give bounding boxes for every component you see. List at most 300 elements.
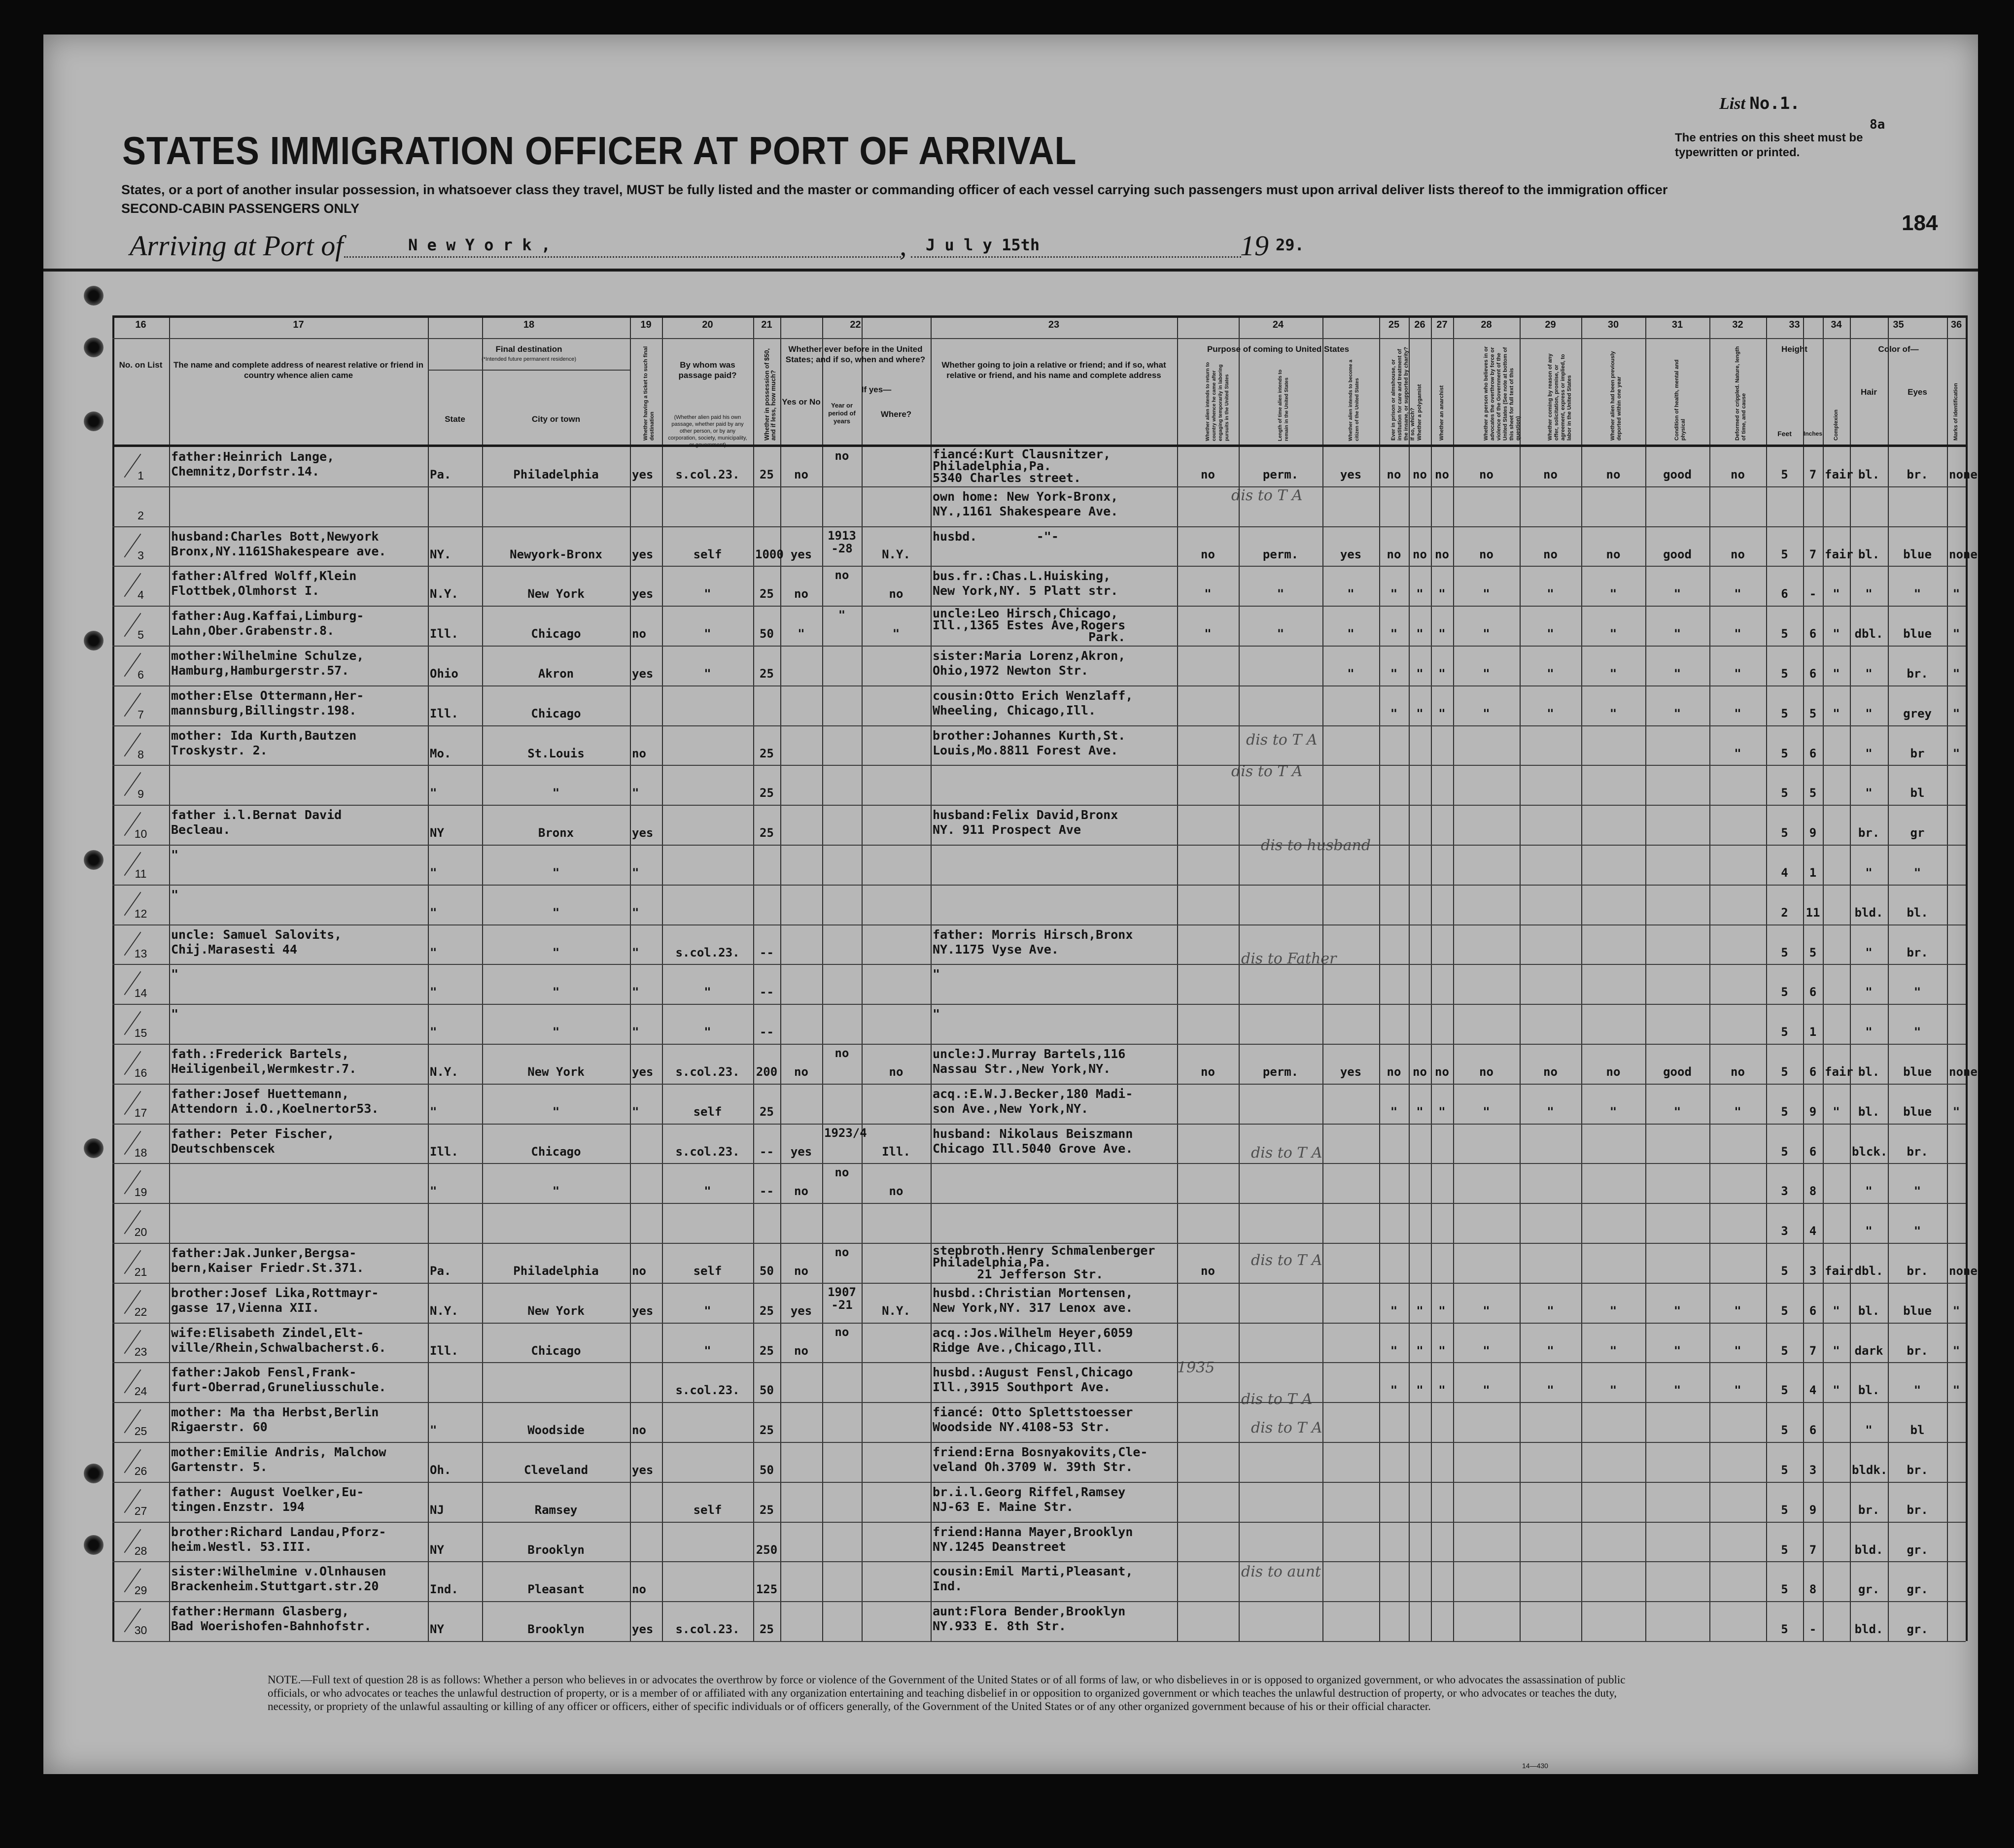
cell-join: "	[933, 967, 940, 982]
row-rule	[112, 1084, 1966, 1085]
cell-ft: 6	[1781, 587, 1788, 601]
cell-q27: "	[1438, 1383, 1446, 1398]
cell-rel: father:Josef Huettemann, Attendorn i.O.,Koelnertor53.	[171, 1086, 379, 1116]
cell-money: 25	[760, 1343, 774, 1358]
cell-money: 25	[760, 1503, 774, 1517]
column-subheader: (Whether alien paid his own passage, whether paid by any other person, or by any corporation, society, municipality, or government)	[668, 414, 747, 448]
cell-q25: no	[1387, 1065, 1401, 1079]
cell-comp: "	[1833, 706, 1840, 720]
row-rule	[112, 1561, 1966, 1562]
cell-q28: "	[1483, 1343, 1490, 1358]
cell-join: uncle:J.Murray Bartels,116 Nassau Str.,New York,NY.	[933, 1047, 1126, 1076]
cell-hair: "	[1865, 1423, 1873, 1437]
cell-no: 19	[134, 1186, 147, 1199]
row-rule	[112, 1482, 1966, 1483]
cell-inch: 6	[1809, 667, 1817, 681]
row-rule	[112, 1601, 1966, 1602]
row-rule	[112, 1402, 1966, 1403]
cell-ft: 5	[1781, 667, 1788, 681]
column-subheader: Whether alien intends to return to country whence he came after engaging temporarily in laboring pursuits in the United States	[1205, 362, 1230, 441]
cell-money: 50	[760, 627, 774, 641]
cell-yn: yes	[790, 547, 812, 561]
cell-inch: 9	[1809, 826, 1817, 840]
cell-inch: 6	[1809, 1423, 1817, 1437]
typed-instruction: The entries on this sheet must be typewritten or printed.	[1675, 131, 1863, 159]
column-rule	[1966, 315, 1968, 1641]
row-rule	[112, 1044, 1966, 1045]
cell-paid: "	[704, 587, 711, 601]
list-number-label: List No.1.	[1719, 94, 1800, 113]
cell-paid: s.col.23.	[675, 1622, 740, 1637]
cell-q25: no	[1387, 547, 1401, 561]
cell-marks: none	[1949, 468, 1978, 481]
cell-rel: mother: Ida Kurth,Bautzen Troskystr. 2.	[171, 728, 357, 757]
cell-ticket: no	[632, 1264, 646, 1278]
cell-no: 24	[134, 1385, 147, 1398]
cell-join: brother:Johannes Kurth,St. Louis,Mo.8811 Forest Ave.	[933, 728, 1126, 757]
cell-money: 250	[756, 1542, 778, 1557]
cell-join: cousin:Otto Erich Wenzlaff, Wheeling, Chicago,Ill.	[933, 688, 1133, 718]
cell-def: "	[1734, 627, 1741, 641]
cell-ft: 5	[1781, 547, 1788, 561]
cell-city: Akron	[538, 667, 574, 681]
handwritten-note: dis to T A	[1246, 731, 1318, 749]
cell-hair: dark	[1854, 1343, 1883, 1358]
cell-health: "	[1673, 706, 1681, 720]
cell-ft: 3	[1781, 1184, 1788, 1198]
cell-paid: s.col.23.	[675, 1065, 740, 1079]
cell-hair: "	[1865, 1025, 1873, 1039]
cell-ticket: yes	[632, 1463, 654, 1477]
cell-comp: fair	[1825, 468, 1853, 481]
cell-q27: "	[1438, 627, 1446, 641]
cell-money: --	[760, 1184, 774, 1198]
row-rule	[112, 924, 1966, 925]
cell-state: Pa.	[430, 1264, 451, 1278]
column-number: 35	[1893, 319, 1904, 330]
handwritten-note: dis to T A	[1251, 1144, 1322, 1162]
cell-ticket: "	[632, 786, 639, 800]
column-header: Whether an anarchist	[1438, 385, 1445, 441]
column-header: No. on List	[119, 360, 163, 370]
cell-no: 4	[138, 588, 144, 602]
cell-q29: no	[1543, 468, 1558, 481]
cell-no: 29	[134, 1584, 147, 1597]
row-rule	[112, 566, 1966, 567]
cell-city: "	[552, 985, 560, 999]
row-rule	[112, 1163, 1966, 1164]
cell-yr: no	[834, 1165, 849, 1180]
cell-q29: "	[1547, 627, 1554, 641]
cell-health: "	[1673, 667, 1681, 681]
cell-hair: bldk.	[1852, 1463, 1888, 1477]
cell-inch: 7	[1809, 468, 1817, 481]
column-number: 16	[135, 319, 146, 330]
cell-join: uncle:Leo Hirsch,Chicago, Ill.,1365 Estes Ave,Rogers Park.	[933, 606, 1126, 645]
cell-p2: perm.	[1262, 547, 1299, 561]
cell-def: "	[1734, 1383, 1741, 1398]
row-rule	[112, 725, 1966, 726]
cell-inch: 8	[1809, 1184, 1817, 1198]
cell-p2: perm.	[1262, 468, 1299, 481]
cell-p1: no	[1201, 1264, 1215, 1278]
cell-hair: "	[1865, 1224, 1873, 1238]
cell-comp: "	[1833, 587, 1840, 601]
cell-q29: "	[1547, 1383, 1554, 1398]
cell-ft: 2	[1781, 905, 1788, 920]
cell-q29: "	[1547, 667, 1554, 681]
cell-ft: 5	[1781, 706, 1788, 720]
column-subheader: Eyes	[1908, 387, 1927, 397]
cell-where: N.Y.	[882, 547, 910, 561]
cell-state: Ind.	[430, 1582, 458, 1597]
cell-ft: 5	[1781, 1622, 1788, 1637]
cell-ticket: yes	[632, 468, 654, 481]
column-header: Marks of identification	[1953, 383, 1959, 441]
cell-hair: "	[1865, 786, 1873, 800]
cell-inch: 8	[1809, 1582, 1817, 1597]
cell-p1: no	[1201, 547, 1215, 561]
cell-ticket: "	[632, 985, 639, 999]
cell-paid: self	[693, 1503, 722, 1517]
cell-no: 3	[138, 548, 144, 562]
cell-ticket: yes	[632, 1065, 654, 1079]
cell-eyes: br.	[1907, 1343, 1928, 1358]
cell-ft: 5	[1781, 1343, 1788, 1358]
cell-inch: 6	[1809, 627, 1817, 641]
arrival-port: N e w Y o r k ,	[408, 236, 551, 254]
cell-rel: "	[171, 967, 179, 982]
cell-join: acq.:Jos.Wilhelm Heyer,6059 Ridge Ave.,Chicago,Ill.	[933, 1325, 1133, 1355]
cell-where: no	[889, 1065, 903, 1079]
cell-join: stepbroth.Henry Schmalenberger Philadelphia,Pa. 21 Jefferson Str.	[933, 1243, 1155, 1281]
cell-p1: "	[1204, 627, 1212, 641]
handwritten-note: dis to aunt	[1241, 1563, 1321, 1580]
cell-ticket: no	[632, 746, 646, 760]
cell-q27: no	[1435, 547, 1449, 561]
cell-hair: bl.	[1858, 547, 1880, 561]
cell-yr: no	[834, 1325, 849, 1339]
cell-state: Pa.	[430, 468, 451, 481]
sheet-suffix: 8a	[1870, 117, 1885, 132]
cell-q30: "	[1609, 587, 1617, 601]
row-rule	[112, 1004, 1966, 1005]
cell-eyes: blue	[1903, 627, 1932, 641]
cell-comp: fair	[1825, 547, 1853, 561]
cell-hair: bl.	[1858, 1104, 1880, 1119]
cell-no: 18	[134, 1146, 147, 1159]
cell-hair: "	[1865, 1184, 1873, 1198]
cell-no: 2	[138, 509, 144, 522]
cell-no: 5	[138, 628, 144, 642]
cell-no: 17	[134, 1106, 147, 1119]
cell-inch: 9	[1809, 1104, 1817, 1119]
cell-q25: "	[1390, 1383, 1398, 1398]
cell-city: St.Louis	[527, 746, 585, 760]
cell-paid: self	[693, 547, 722, 561]
cell-hair: blck.	[1852, 1144, 1888, 1159]
cell-ft: 5	[1781, 1303, 1788, 1318]
cell-rel: father:Aug.Kaffai,Limburg- Lahn,Ober.Grabenstr.8.	[171, 609, 364, 638]
cell-paid: "	[704, 1303, 711, 1318]
cell-q26: no	[1413, 468, 1427, 481]
cell-yn: no	[794, 1065, 808, 1079]
cell-ft: 3	[1781, 1224, 1788, 1238]
cell-where: no	[889, 1184, 903, 1198]
cell-rel: mother:Wilhelmine Schulze, Hamburg,Hamburgerstr.57.	[171, 649, 364, 678]
cell-money: 25	[760, 746, 774, 760]
cell-hair: "	[1865, 866, 1873, 880]
cell-city: Bronx	[538, 826, 574, 840]
cell-inch: 11	[1806, 905, 1820, 920]
cell-no: 25	[134, 1425, 147, 1438]
cell-rel: father: Peter Fischer, Deutschbenscek	[171, 1126, 335, 1156]
column-header: Condition of health, mental and physical	[1674, 359, 1686, 441]
cell-inch: 3	[1809, 1463, 1817, 1477]
row-rule	[112, 1124, 1966, 1125]
cell-rel: father:Alfred Wolff,Klein Flottbek,Olmhorst I.	[171, 569, 357, 598]
cell-p3: "	[1347, 627, 1354, 641]
column-number: 26	[1414, 319, 1425, 330]
cell-no: 1	[138, 469, 144, 482]
cell-ticket: "	[632, 1025, 639, 1039]
cell-money: 25	[760, 667, 774, 681]
column-header: Deformed or crippled. Nature, length of time, and cause	[1734, 346, 1747, 441]
cell-q28: "	[1483, 706, 1490, 720]
cell-q28: no	[1479, 547, 1493, 561]
column-number: 25	[1388, 319, 1400, 330]
cell-state: NY	[430, 826, 444, 840]
cell-join: own home: New York-Bronx, NY.,1161 Shakespeare Ave.	[933, 489, 1118, 518]
cell-city: "	[552, 786, 560, 800]
cabin-class: SECOND-CABIN PASSENGERS ONLY	[121, 201, 360, 216]
column-number: 36	[1950, 319, 1962, 330]
cell-eyes: bl.	[1907, 905, 1928, 920]
cell-ft: 5	[1781, 468, 1788, 481]
cell-city: Philadelphia	[513, 468, 599, 481]
cell-inch: 6	[1809, 1144, 1817, 1159]
cell-q26: "	[1416, 1383, 1424, 1398]
cell-ft: 5	[1781, 1065, 1788, 1079]
handwritten-note: dis to T A	[1231, 487, 1303, 504]
cell-q27: "	[1438, 1303, 1446, 1318]
cell-state: NY	[430, 1622, 444, 1637]
cell-q30: no	[1606, 547, 1621, 561]
column-header: Color of—	[1878, 344, 1919, 354]
cell-ft: 5	[1781, 985, 1788, 999]
column-number: 31	[1671, 319, 1683, 330]
cell-eyes: blue	[1903, 1065, 1932, 1079]
cell-paid: s.col.23.	[675, 468, 740, 481]
manifest-sheet	[43, 34, 1978, 1774]
column-number: 21	[761, 319, 772, 330]
column-header: Complexion	[1833, 410, 1839, 441]
cell-no: 21	[134, 1266, 147, 1278]
column-header: Whether a polygamist	[1416, 384, 1423, 441]
cell-rel: husband:Charles Bott,Newyork Bronx,NY.1161Shakespeare ave.	[171, 529, 386, 558]
row-rule	[112, 1442, 1966, 1443]
row-rule	[112, 1283, 1966, 1284]
cell-comp: "	[1833, 1343, 1840, 1358]
cell-state: "	[430, 1184, 437, 1198]
cell-join: husband:Felix David,Bronx NY. 911 Prospect Ave	[933, 808, 1118, 837]
cell-comp: "	[1833, 627, 1840, 641]
cell-q30: "	[1609, 1104, 1617, 1119]
cell-q28: "	[1483, 1104, 1490, 1119]
cell-paid: "	[704, 627, 711, 641]
cell-inch: 7	[1809, 547, 1817, 561]
row-rule	[112, 1362, 1966, 1363]
comma: ,	[900, 230, 907, 262]
cell-city: New York	[527, 587, 585, 601]
cell-no: 7	[138, 708, 144, 721]
cell-ft: 5	[1781, 746, 1788, 760]
handwritten-note: 1935	[1177, 1359, 1215, 1376]
cell-q25: "	[1390, 1303, 1398, 1318]
cell-rel: mother:Emilie Andris, Malchow Gartenstr. 5.	[171, 1445, 386, 1474]
cell-rel: fath.:Frederick Bartels, Heiligenbeil,Wermkestr.7.	[171, 1047, 357, 1076]
cell-def: "	[1734, 667, 1741, 681]
cell-eyes: blue	[1903, 547, 1932, 561]
cell-eyes: "	[1913, 985, 1921, 999]
cell-rel: father:Hermann Glasberg, Bad Woerishofen-Bahnhofstr.	[171, 1604, 372, 1634]
cell-q30: no	[1606, 468, 1621, 481]
cell-paid: "	[704, 667, 711, 681]
cell-rel: "	[171, 1007, 179, 1022]
row-rule	[112, 646, 1966, 647]
cell-q28: "	[1483, 667, 1490, 681]
cell-inch: 5	[1809, 786, 1817, 800]
column-number: 34	[1831, 319, 1842, 330]
cell-state: "	[430, 866, 437, 880]
cell-rel: "	[171, 848, 179, 862]
cell-eyes: blue	[1903, 1303, 1932, 1318]
cell-comp: "	[1833, 667, 1840, 681]
cell-q29: "	[1547, 1104, 1554, 1119]
cell-q26: "	[1416, 1104, 1424, 1119]
cell-city: "	[552, 945, 560, 959]
cell-inch: 9	[1809, 1503, 1817, 1517]
cell-money: 25	[760, 1622, 774, 1637]
cell-q25: "	[1390, 627, 1398, 641]
cell-eyes: gr.	[1907, 1542, 1928, 1557]
column-subheader: Length of time alien intends to remain in the United States	[1278, 370, 1289, 441]
cell-eyes: "	[1913, 1184, 1921, 1198]
cell-paid: s.col.23.	[675, 945, 740, 959]
cell-city: Woodside	[527, 1423, 585, 1437]
column-header: Whether alien had been previously deported within one year	[1610, 351, 1622, 441]
cell-join: "	[933, 1007, 940, 1022]
cell-p3: yes	[1340, 468, 1362, 481]
cell-hair: "	[1865, 985, 1873, 999]
cell-ticket: yes	[632, 1622, 654, 1637]
cell-no: 23	[134, 1345, 147, 1358]
cell-eyes: blue	[1903, 1104, 1932, 1119]
cell-money: --	[760, 945, 774, 959]
cell-join: cousin:Emil Marti,Pleasant, Ind.	[933, 1564, 1133, 1594]
cell-city: "	[552, 905, 560, 920]
cell-q28: no	[1479, 468, 1493, 481]
cell-eyes: br.	[1907, 1463, 1928, 1477]
cell-q27: "	[1438, 1104, 1446, 1119]
cell-rel: brother:Richard Landau,Pforz- heim.Westl. 53.III.	[171, 1524, 386, 1554]
column-subheader: If yes—	[861, 385, 892, 394]
cell-ticket: yes	[632, 587, 654, 601]
cell-join: friend:Hanna Mayer,Brooklyn NY.1245 Deanstreet	[933, 1524, 1133, 1554]
cell-paid: "	[704, 1025, 711, 1039]
cell-hair: "	[1865, 587, 1873, 601]
subtitle: States, or a port of another insular possession, in whatsoever class they travel, MUST be fully listed and the master or commanding officer of each vessel carrying such passengers must upon arrival deliver lists thereof to the immigration officer	[121, 182, 1668, 197]
cell-def: no	[1731, 468, 1745, 481]
cell-marks: "	[1952, 1343, 1960, 1358]
cell-hair: "	[1865, 667, 1873, 681]
cell-ft: 5	[1781, 627, 1788, 641]
cell-hair: dbl.	[1854, 627, 1883, 641]
cell-health: good	[1663, 468, 1692, 481]
cell-inch: 4	[1809, 1383, 1817, 1398]
cell-p3: yes	[1340, 547, 1362, 561]
cell-city: Pleasant	[527, 1582, 585, 1597]
cell-rel: uncle: Samuel Salovits, Chij.Marasesti 44	[171, 927, 342, 957]
cell-state: NY	[430, 1542, 444, 1557]
cell-state: N.Y.	[430, 1065, 458, 1079]
cell-city: Chicago	[531, 1144, 581, 1159]
cell-inch: 1	[1809, 1025, 1817, 1039]
cell-hair: bl.	[1858, 468, 1880, 481]
cell-ft: 5	[1781, 826, 1788, 840]
cell-yn: no	[794, 587, 808, 601]
cell-no: 8	[138, 748, 144, 761]
cell-p2: "	[1277, 627, 1285, 641]
cell-q25: "	[1390, 667, 1398, 681]
cell-q26: "	[1416, 587, 1424, 601]
cell-state: Ill.	[430, 627, 458, 641]
column-subheader: Whether alien intends to become a citizen of the United States	[1348, 359, 1360, 441]
cell-q25: "	[1390, 706, 1398, 720]
cell-inch: 6	[1809, 746, 1817, 760]
cell-q30: "	[1609, 1303, 1617, 1318]
cell-join: sister:Maria Lorenz,Akron, Ohio,1972 Newton Str.	[933, 649, 1126, 678]
cell-money: 25	[760, 468, 774, 481]
row-rule	[112, 526, 1966, 527]
cell-q30: "	[1609, 627, 1617, 641]
cell-def: "	[1734, 1303, 1741, 1318]
cell-money: 25	[760, 1423, 774, 1437]
cell-inch: 6	[1809, 1303, 1817, 1318]
cell-health: "	[1673, 1104, 1681, 1119]
footnote: NOTE.—Full text of question 28 is as follows: Whether a person who believes in or advocates the overthrow by force or violence of the Government of the United States or of all forms of law, or who disbelieves in or is opposed to organized government, or who advocates the assassination of public officials, or who advocates or teaches the unlawful destruction of property, or is a member of or affiliated with any organization entertaining and teaching disbelief in or opposition to organized government or which teaches the unlawful destruction of property, or who advocates or teaches the duty, necessity, or propriety of the unlawful assaulting or killing of any officer or officers, either of specific individuals or of officers generally, of the Government of the United States or of any other organized government because of his or their official character.	[268, 1674, 1626, 1712]
cell-city: Newyork-Bronx	[510, 547, 602, 561]
row-rule	[112, 685, 1966, 686]
cell-hair: bld.	[1854, 1622, 1883, 1637]
row-rule	[112, 964, 1966, 965]
cell-def: no	[1731, 1065, 1745, 1079]
cell-money: 25	[760, 1303, 774, 1318]
cell-yn: no	[794, 1264, 808, 1278]
form-number: 14—430	[1522, 1762, 1548, 1770]
cell-state: "	[430, 905, 437, 920]
cell-ticket: "	[632, 905, 639, 920]
cell-p1: no	[1201, 1065, 1215, 1079]
cell-no: 11	[135, 867, 147, 880]
cell-eyes: br.	[1907, 1144, 1928, 1159]
cell-state: Ill.	[430, 706, 458, 720]
cell-q25: no	[1387, 468, 1401, 481]
column-number: 17	[293, 319, 304, 330]
cell-marks: none	[1949, 1065, 1978, 1079]
cell-paid: s.col.23.	[675, 1144, 740, 1159]
cell-p3: "	[1347, 587, 1354, 601]
